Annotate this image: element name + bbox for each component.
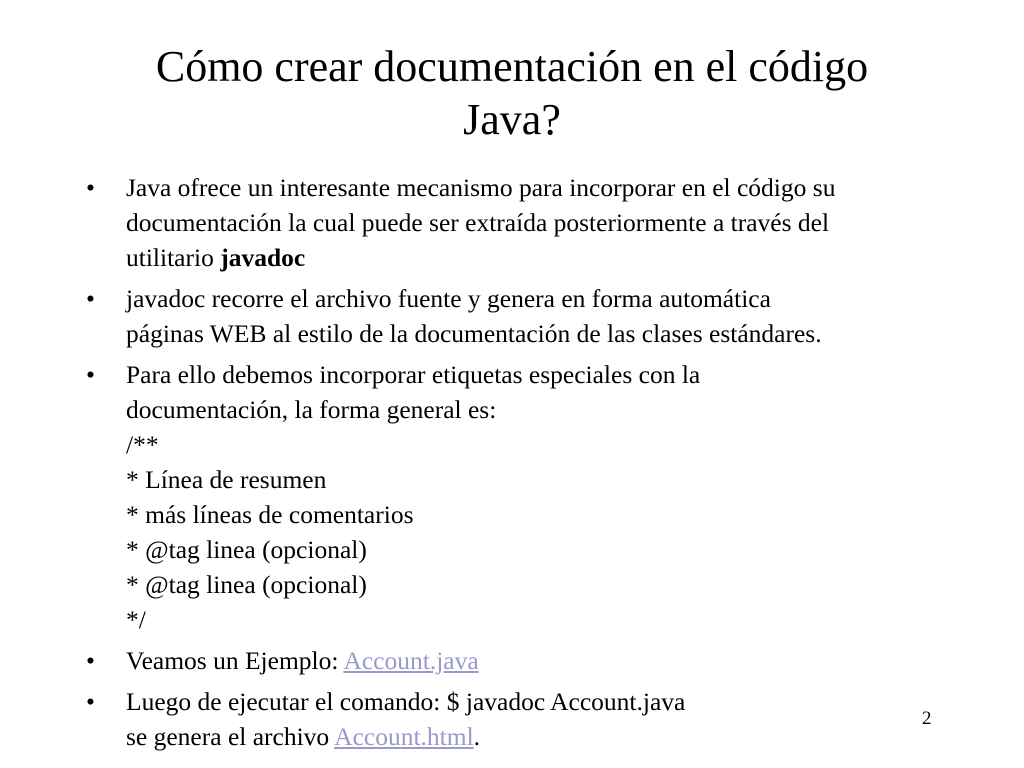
- account-html-link[interactable]: Account.html: [334, 722, 474, 751]
- account-java-link[interactable]: Account.java: [343, 646, 479, 675]
- bullet-text-line: javadoc recorre el archivo fuente y genera en forma automática: [126, 284, 771, 313]
- bullet-dot-icon: •: [86, 360, 95, 389]
- bullet-javadoc-intro: [86, 170, 946, 275]
- bullet-text-line: [126, 240, 946, 275]
- bullet-text-line: [126, 719, 946, 754]
- bullet-javadoc-generates: [86, 281, 946, 351]
- code-line: * más líneas de comentarios: [126, 500, 414, 529]
- javadoc-term: javadoc: [220, 243, 306, 272]
- bullet-text-line: Luego de ejecutar el comando: $ javadoc Account.java: [126, 687, 686, 716]
- code-line: * @tag linea (opcional): [126, 570, 367, 599]
- bullet-text: se genera el archivo: [126, 722, 335, 751]
- bullet-text-line: Java ofrece un interesante mecanismo para incorporar en el código su: [126, 173, 836, 202]
- bullet-dot-icon: •: [86, 646, 95, 675]
- bullet-text-line: [126, 643, 946, 678]
- code-line: /**: [126, 430, 159, 459]
- bullet-text-line: documentación, la forma general es:: [126, 395, 497, 424]
- bullet-text: .: [473, 722, 481, 751]
- bullet-text: utilitario: [126, 243, 221, 272]
- code-line: * @tag linea (opcional): [126, 535, 367, 564]
- bullet-text: Veamos un Ejemplo:: [126, 646, 344, 675]
- bullet-text-line: documentación la cual puede ser extraída posteriormente a través del: [126, 208, 830, 237]
- bullet-example: [86, 643, 946, 678]
- bullet-list: [86, 170, 946, 760]
- bullet-dot-icon: •: [86, 173, 95, 202]
- title-line-2: Java?: [463, 95, 561, 144]
- bullet-dot-icon: •: [86, 284, 95, 313]
- bullet-tags-format: [86, 357, 946, 637]
- bullet-dot-icon: •: [86, 687, 95, 716]
- code-line: * Línea de resumen: [126, 465, 327, 494]
- title-line-1: Cómo crear documentación en el código: [155, 42, 869, 91]
- code-line: */: [126, 605, 146, 634]
- page-number: 2: [922, 708, 932, 729]
- bullet-text-line: Para ello debemos incorporar etiquetas especiales con la: [126, 360, 701, 389]
- bullet-command-result: [86, 684, 946, 754]
- slide-title: [0, 40, 1024, 146]
- bullet-text-line: páginas WEB al estilo de la documentación de las clases estándares.: [126, 319, 822, 348]
